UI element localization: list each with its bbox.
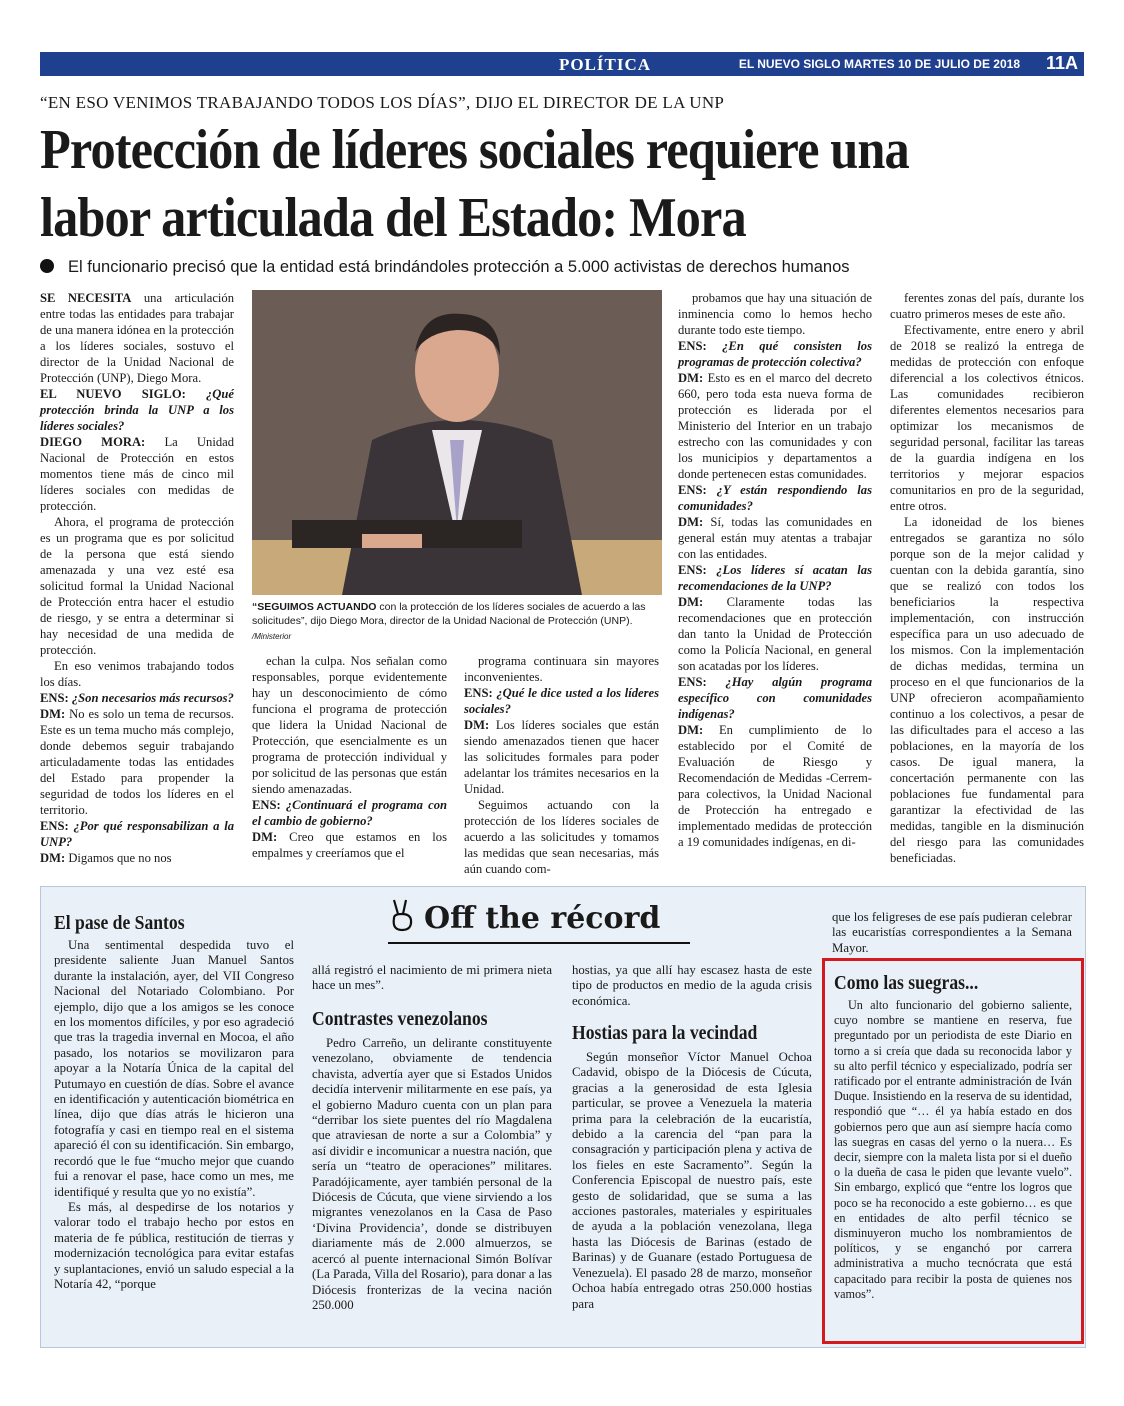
speaker-label: ENS: [678, 483, 707, 497]
paragraph [40, 850, 234, 866]
question: ¿Los líderes sí acatan las recomendaciones de la UNP? [678, 563, 872, 593]
hostias-continued: hostias, ya que allí hay escasez hasta de este tipo de productos en medio de la aguda crisis económica. [572, 963, 812, 1008]
subhead-text: El funcionario precisó que la entidad está brindándoles protección a 5.000 activistas de derechos humanos [68, 258, 850, 276]
kicker: “EN ESO VENIMOS TRABAJANDO TODOS LOS DÍAS”, DIJO EL DIRECTOR DE LA UNP [40, 93, 725, 112]
paragraph-text: La idoneidad de los bienes entregados se garantiza no sólo porque son de la mejor calidad y cuentan con la debida garantía, sino que se realizó con todos los beneficiarios la respectiva implementación, con instrucción específica para un uso adecuado de los mismos. Con la implementación de dichas medidas, termina un proceso en el que funcionarios de la UNP ofrecieron acompañamiento continuo a los colectivos, a pesar de las dificultades para el acceso a las poblaciones, en la mayoría de los casos. De igual manera, la concertación permanente con las poblaciones fue fundamental para garantizar la efectividad de las medidas, tangible en la disminución del riesgo para las comunidades beneficiadas. [890, 515, 1084, 865]
paragraph [678, 290, 872, 338]
paragraph-text: En cumplimiento de lo establecido por el Comité de Evaluación de Riesgo y Recomendación de Medidas -Cerrem- para colectivos, la Unidad Nacional de Protección ha entregado e implementado medidas de protección a 19 comunidades indígenas, en di- [678, 723, 872, 849]
speaker-label: ENS: [678, 563, 707, 577]
article-column-5 [890, 290, 1084, 866]
question: ¿Continuará el programa con el cambio de gobierno? [252, 798, 447, 828]
paragraph-text: Esto es en el marco del decreto 660, pero toda esta nueva forma de protección es liderada por el Ministerio del Interior en un trabajo estrecho con las comunidades y con los municipios y departamentos a donde pertenecen estas comunidades. [678, 371, 872, 481]
paragraph [40, 290, 234, 386]
photo-diego-mora [252, 290, 662, 595]
speaker-label: ENS: [40, 819, 69, 833]
photo-caption [252, 600, 662, 644]
santos-text [54, 938, 294, 1292]
question: ¿Hay algún programa específico con comunidades indígenas? [678, 675, 872, 721]
question: ¿Y están respondiendo las comunidades? [678, 483, 872, 513]
speaker-label: EL NUEVO SIGLO: [40, 387, 186, 401]
paragraph [890, 514, 1084, 866]
paragraph [678, 338, 872, 370]
paragraph [464, 797, 659, 877]
speaker-label: DM: [678, 371, 704, 385]
hostias-heading: Hostias para la vecindad [572, 1022, 758, 1044]
paragraph [678, 674, 872, 722]
paragraph-text: una articulación entre todas las entidades para trabajar de una manera idónea en la protección a los líderes sociales, sostuvo el director de la Unidad Nacional de Protección (UNP), Diego Mora. [40, 291, 235, 385]
suegras-text: Un alto funcionario del gobierno saliente, cuyo nombre se mantiene en reserva, fue preguntado por un periodista de este Diario en torno a si creía que dada su reconocida labor y su alto perfil técnico y especializado, podría ser ratificado por el entrante administración de Iván Duque. Insistiendo en la reserva de su identidad, respondió que “… él ya había estado en dos gobiernos pero que aun así siempre hacía como las suegras en casas del yerno o la nuera… Es decir, siempre con la maleta lista por si el dueño o la dueña de casa le piden que levante vuelo”. Sin embargo, explicó que “entre los logros que poco se ha reconocido a este gobierno… es que en entidades de alto perfil técnico se disminuyeron mucho los nombramientos de políticos, y se enganchó por carrera administrativa a mucho tecnócrata que está capacitado para recibir la posta de quienes nos vamos”. [834, 998, 1072, 1301]
hostias-text: Según monseñor Víctor Manuel Ochoa Cadavid, obispo de la Diócesis de Cúcuta, gracias a la generosidad de esta Iglesia particular, se provee a Venezuela la materia prima para la celebración de la eucaristía, debido a la carencia del “pan para la consagración y participación plena y activa de los fieles en este Sacramento”. Según la Conferencia Episcopal de nuestro país, este gesto de solidaridad, que se suma a las acciones pastorales, materiales y espirituales de ayuda a la población venezolana, llega hasta las Diócesis de Barinas (estado de Barinas) y de Guanare (estado Portuguesa de Venezuela). El pasado 28 de marzo, monseñor Ochoa había entregado otras 250.000 hostias para [572, 1050, 812, 1311]
section-bar [40, 52, 1084, 76]
contrastes-text: Pedro Carreño, un delirante constituyente venezolano, obviamente de tendencia chavista, advertía ayer que si Estados Unidos decidía intervenir militarmente en ese país, ya el gobierno Maduro cuenta con un plan para “derribar los siete puentes del río Magdalena que atraviesan de norte a sur a Colombia” y así dividir e incomunicar a nuestra nación, que sería un “teatro de operaciones” militares. Paradójicamente, ayer también personal de la Diócesis de Cúcuta, que viene sirviendo a los migrantes venezolanos en la Casa de Paso ‘Divina Providencia’, donde se distribuyen diariamente más de 2.000 almuerzos, se acercó al puente internacional Simón Bolívar (La Parada, Villa del Rosario), para donar a las Diócesis fronterizas de la vecina nación 250.000 [312, 1036, 552, 1312]
speaker-label: ENS: [40, 691, 69, 705]
question: ¿Por qué responsabilizan a la UNP? [40, 819, 234, 849]
speaker-label: ENS: [678, 339, 707, 353]
paragraph-text: No es solo un tema de recursos. Este es un tema mucho más complejo, donde debemos seguir trabajando articuladamente todas las entidades del Estado para propender la seguridad de todos los líderes en el territorio. [40, 707, 234, 817]
paragraph-text: Digamos que no nos [65, 851, 172, 865]
speaker-label: DM: [464, 718, 490, 732]
paragraph [678, 370, 872, 482]
paragraph [678, 562, 872, 594]
bullet-icon [40, 259, 54, 273]
paragraph [678, 722, 872, 850]
article-column-4 [678, 290, 872, 850]
speaker-label: ENS: [464, 686, 493, 700]
santos-continued: allá registró el nacimiento de mi primera nieta hace un mes”. [312, 963, 552, 993]
paragraph [40, 514, 234, 658]
paragraph-text: programa continuara sin mayores inconvenientes. [464, 654, 659, 684]
paragraph-text: Seguimos actuando con la protección de los líderes sociales de acuerdo a las solicitudes y tomamos las medidas que sean necesarias, más aún cuando com- [464, 798, 659, 876]
article-column-1 [40, 290, 234, 866]
section-label: POLÍTICA [558, 55, 652, 74]
page-number: 11A [1045, 53, 1078, 73]
paragraph-text: Los líderes sociales que están siendo amenazados tienen que hacer las solicitudes formales para poder adelantar los trámites necesarios en la Unidad. [464, 718, 659, 796]
paragraph-text: echan la culpa. Nos señalan como responsables, porque evidentemente hay un desconocimiento de cómo funciona el programa de protección que lidera la Unidad Nacional de Protección, que esencialmente es un programa de protección individual y por solicitud de las personas que están siendo amenazadas. [252, 654, 447, 796]
caption-text: con la protección de los líderes sociales de acuerdo a las solicitudes”, dijo Diego Mora, director de la Unidad Nacional de Protección (UNP). [252, 601, 646, 627]
speaker-label: DM: [678, 595, 704, 609]
folio: EL NUEVO SIGLO MARTES 10 DE JULIO DE 2018 [738, 57, 1020, 71]
paragraph-text: ferentes zonas del país, durante los cuatro primeros meses de este año. [890, 291, 1084, 321]
question: ¿En qué consisten los programas de protección colectiva? [678, 339, 872, 369]
paragraph-text: En eso venimos trabajando todos los días. [40, 659, 234, 689]
speaker-label: ENS: [678, 675, 707, 689]
speaker-label: DIEGO MORA: [40, 435, 146, 449]
paragraph [40, 658, 234, 690]
paragraph [464, 653, 659, 685]
suegras-heading: Como las suegras... [834, 972, 979, 994]
paragraph [464, 717, 659, 797]
hostias-end: que los feligreses de ese país pudieran celebrar las eucaristías correspondientes a la Semana Mayor. [832, 910, 1072, 955]
paragraph [890, 322, 1084, 514]
question: ¿Qué protección brinda la UNP a los líderes sociales? [40, 387, 234, 433]
paragraph [40, 818, 234, 850]
paragraph [40, 690, 234, 706]
question: ¿Son necesarios más recursos? [68, 691, 234, 705]
speaker-label: DM: [678, 515, 704, 529]
paragraph [678, 594, 872, 674]
article-column-3 [464, 653, 659, 877]
article-column-2 [252, 653, 447, 861]
paragraph [40, 434, 234, 514]
paragraph [252, 829, 447, 861]
paragraph-text: Sí, todas las comunidades en general están muy atentas a trabajar con las entidades. [678, 515, 872, 561]
caption-credit: /Ministerior [252, 632, 292, 641]
paragraph [464, 685, 659, 717]
paragraph: Es más, al despedirse de los notarios y valorar todo el trabajo hecho por estos en materia de fe pública, restitución de tierras y modernización tecnológica para evitar estafas y suplantaciones, envió un saludo especial a la Notaría 42, “porque [54, 1199, 294, 1291]
paragraph-text: La Unidad Nacional de Protección en estos momentos tiene más de cinco mil líderes sociales con medidas de protección. [40, 435, 234, 513]
contrastes-heading: Contrastes venezolanos [312, 1008, 488, 1030]
paragraph [678, 514, 872, 562]
headline: Protección de líderes sociales requiere una labor articulada del Estado: Mora [40, 119, 909, 249]
subhead [40, 258, 850, 277]
paragraph [252, 797, 447, 829]
paragraph [890, 290, 1084, 322]
paragraph-text: Efectivamente, entre enero y abril de 2018 se realizó la entrega de medidas de protección con enfoque diferencial a los colectivos étnicos. Las comunidades recibieron diferentes elementos necesarios para optimizar los mecanismos de seguridad personal, facilitar las tareas de la guardia indígena en los territorios y mejorar espacios comunitarios en pro de la seguridad, entre otros. [890, 323, 1084, 513]
paragraph [40, 706, 234, 818]
santos-heading: El pase de Santos [54, 912, 185, 934]
paragraph [678, 482, 872, 514]
speaker-label: DM: [678, 723, 704, 737]
paragraph [40, 386, 234, 434]
paragraph-text: Creo que estamos en los empalmes y creeríamos que el [252, 830, 447, 860]
speaker-label: DM: [40, 707, 66, 721]
speaker-label: ENS: [252, 798, 281, 812]
paragraph-text: Claramente todas las recomendaciones que en protección dan tanto la Unidad de Protección como la Policía Nacional, en general son acatadas por los líderes. [678, 595, 872, 673]
off-the-record-label: Off the récord [424, 901, 661, 936]
paragraph-text: probamos que hay una situación de inminencia como lo hemos hecho durante todo este tiempo. [678, 291, 872, 337]
photo-illustration [252, 290, 662, 595]
paragraph-text: Ahora, el programa de protección es un programa que es por solicitud de la persona que está siendo amenazada y una vez esté esa solicitud formal la Unidad Nacional de Protección entra hacer el estudio de riesgo, y se entra a determinar si hay necesidad de una medida de protección. [40, 515, 234, 657]
speaker-label: SE NECESITA [40, 291, 132, 305]
paragraph: Una sentimental despedida tuvo el presidente saliente Juan Manuel Santos durante la instalación, ayer, del VII Congreso Nacional del Notariado Colombiano. Por ejemplo, dijo que a los amigos se les conoce en los momentos difíciles, y por eso agradeció que tras la tragedia invernal en Mocoa, el año pasado, los notarios se movilizaron para apoyar a la Notaría Única de la capital del Putumayo en cuestión de días. Sobre el avance en identificación y autenticación biométrica en línea, dijo que días atrás le hicieron una fotografía y casi en tiempo real en el sistema apareció él con su identificación. Sin embargo, recordó que le fue “mucho mejor que cuando fui a renovar el pase, hace como un mes, me identifiqué y resulta que yo no existía”. [54, 938, 294, 1199]
speaker-label: DM: [252, 830, 278, 844]
question: ¿Qué le dice usted a los líderes sociales? [464, 686, 659, 716]
off-the-record-title [388, 898, 690, 944]
peace-hand-icon [388, 898, 416, 932]
paragraph [252, 653, 447, 797]
caption-lead: “SEGUIMOS ACTUANDO [252, 601, 377, 613]
speaker-label: DM: [40, 851, 66, 865]
